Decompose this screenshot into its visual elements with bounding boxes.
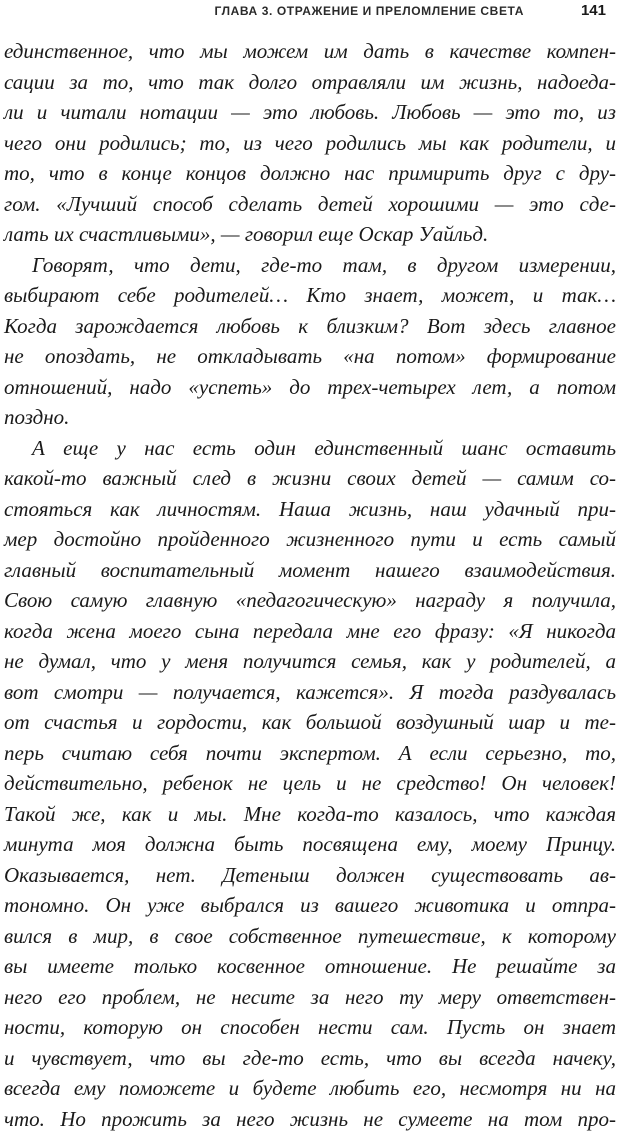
text-line: от счастья и гордости, как большой воздушный шар и те- bbox=[0, 707, 620, 738]
text-line: А еще у нас есть один единственный шанс оставить bbox=[0, 433, 620, 464]
text-line: вот смотри — получается, кажется». Я тогда раздувалась bbox=[0, 677, 620, 708]
text-line: единственное, что мы можем им дать в качестве компен- bbox=[0, 36, 620, 67]
text-line: перь считаю себя почти экспертом. А если серьезно, то, bbox=[0, 738, 620, 769]
text-line: ности, которую он способен нести сам. Пусть он знает bbox=[0, 1012, 620, 1043]
text-line: не опоздать, не откладывать «на потом» формирование bbox=[0, 341, 620, 372]
text-line: ли и читали нотации — это любовь. Любовь — это то, из bbox=[0, 97, 620, 128]
text-line: него его проблем, не несите за него ту меру ответствен- bbox=[0, 982, 620, 1013]
text-line: гом. «Лучший способ сделать детей хорошими — это сде- bbox=[0, 189, 620, 220]
chapter-title: ГЛАВА 3. ОТРАЖЕНИЕ И ПРЕЛОМЛЕНИЕ СВЕТА bbox=[214, 3, 524, 19]
text-line: главный воспитательный момент нашего взаимодействия. bbox=[0, 555, 620, 586]
body-text bbox=[0, 36, 620, 1134]
text-line: вился в мир, в свое собственное путешествие, к которому bbox=[0, 921, 620, 952]
text-line: сации за то, что так долго отравляли им жизнь, надоеда- bbox=[0, 67, 620, 98]
text-line: когда жена моего сына передала мне его фразу: «Я никогда bbox=[0, 616, 620, 647]
text-line: что. Но прожить за него жизнь не сумеете на том про- bbox=[0, 1104, 620, 1134]
text-line: лать их счастливыми», — говорил еще Оскар Уайльд. bbox=[0, 219, 620, 250]
text-line: Такой же, как и мы. Мне когда-то казалось, что каждая bbox=[0, 799, 620, 830]
text-line: какой-то важный след в жизни своих детей — самим со- bbox=[0, 463, 620, 494]
text-line: отношений, надо «успеть» до трех-четырех лет, а потом bbox=[0, 372, 620, 403]
text-line: и чувствует, что вы где-то есть, что вы всегда начеку, bbox=[0, 1043, 620, 1074]
text-line: чего они родились; то, из чего родились мы как родители, и bbox=[0, 128, 620, 159]
text-line: вы имеете только косвенное отношение. Не решайте за bbox=[0, 951, 620, 982]
text-line: Говорят, что дети, где-то там, в другом измерении, bbox=[0, 250, 620, 281]
text-line: выбирают себе родителей… Кто знает, может, и так… bbox=[0, 280, 620, 311]
text-line: действительно, ребенок не цель и не средство! Он человек! bbox=[0, 768, 620, 799]
running-header bbox=[0, 3, 620, 23]
text-line: не думал, что у меня получится семья, как у родителей, а bbox=[0, 646, 620, 677]
text-line: Свою самую главную «педагогическую» награду я получила, bbox=[0, 585, 620, 616]
text-line: мер достойно пройденного жизненного пути и есть самый bbox=[0, 524, 620, 555]
text-line: минута моя должна быть посвящена ему, моему Принцу. bbox=[0, 829, 620, 860]
text-line: тономно. Он уже выбрался из вашего животика и отпра- bbox=[0, 890, 620, 921]
text-line: то, что в конце концов должно нас примирить друг с дру- bbox=[0, 158, 620, 189]
text-line: поздно. bbox=[0, 402, 620, 433]
text-line: всегда ему поможете и будете любить его, несмотря ни на bbox=[0, 1073, 620, 1104]
page-number: 141 bbox=[581, 2, 606, 20]
text-line: Когда зарождается любовь к близким? Вот здесь главное bbox=[0, 311, 620, 342]
text-line: Оказывается, нет. Детеныш должен существовать ав- bbox=[0, 860, 620, 891]
text-line: стояться как личностям. Наша жизнь, наш удачный при- bbox=[0, 494, 620, 525]
